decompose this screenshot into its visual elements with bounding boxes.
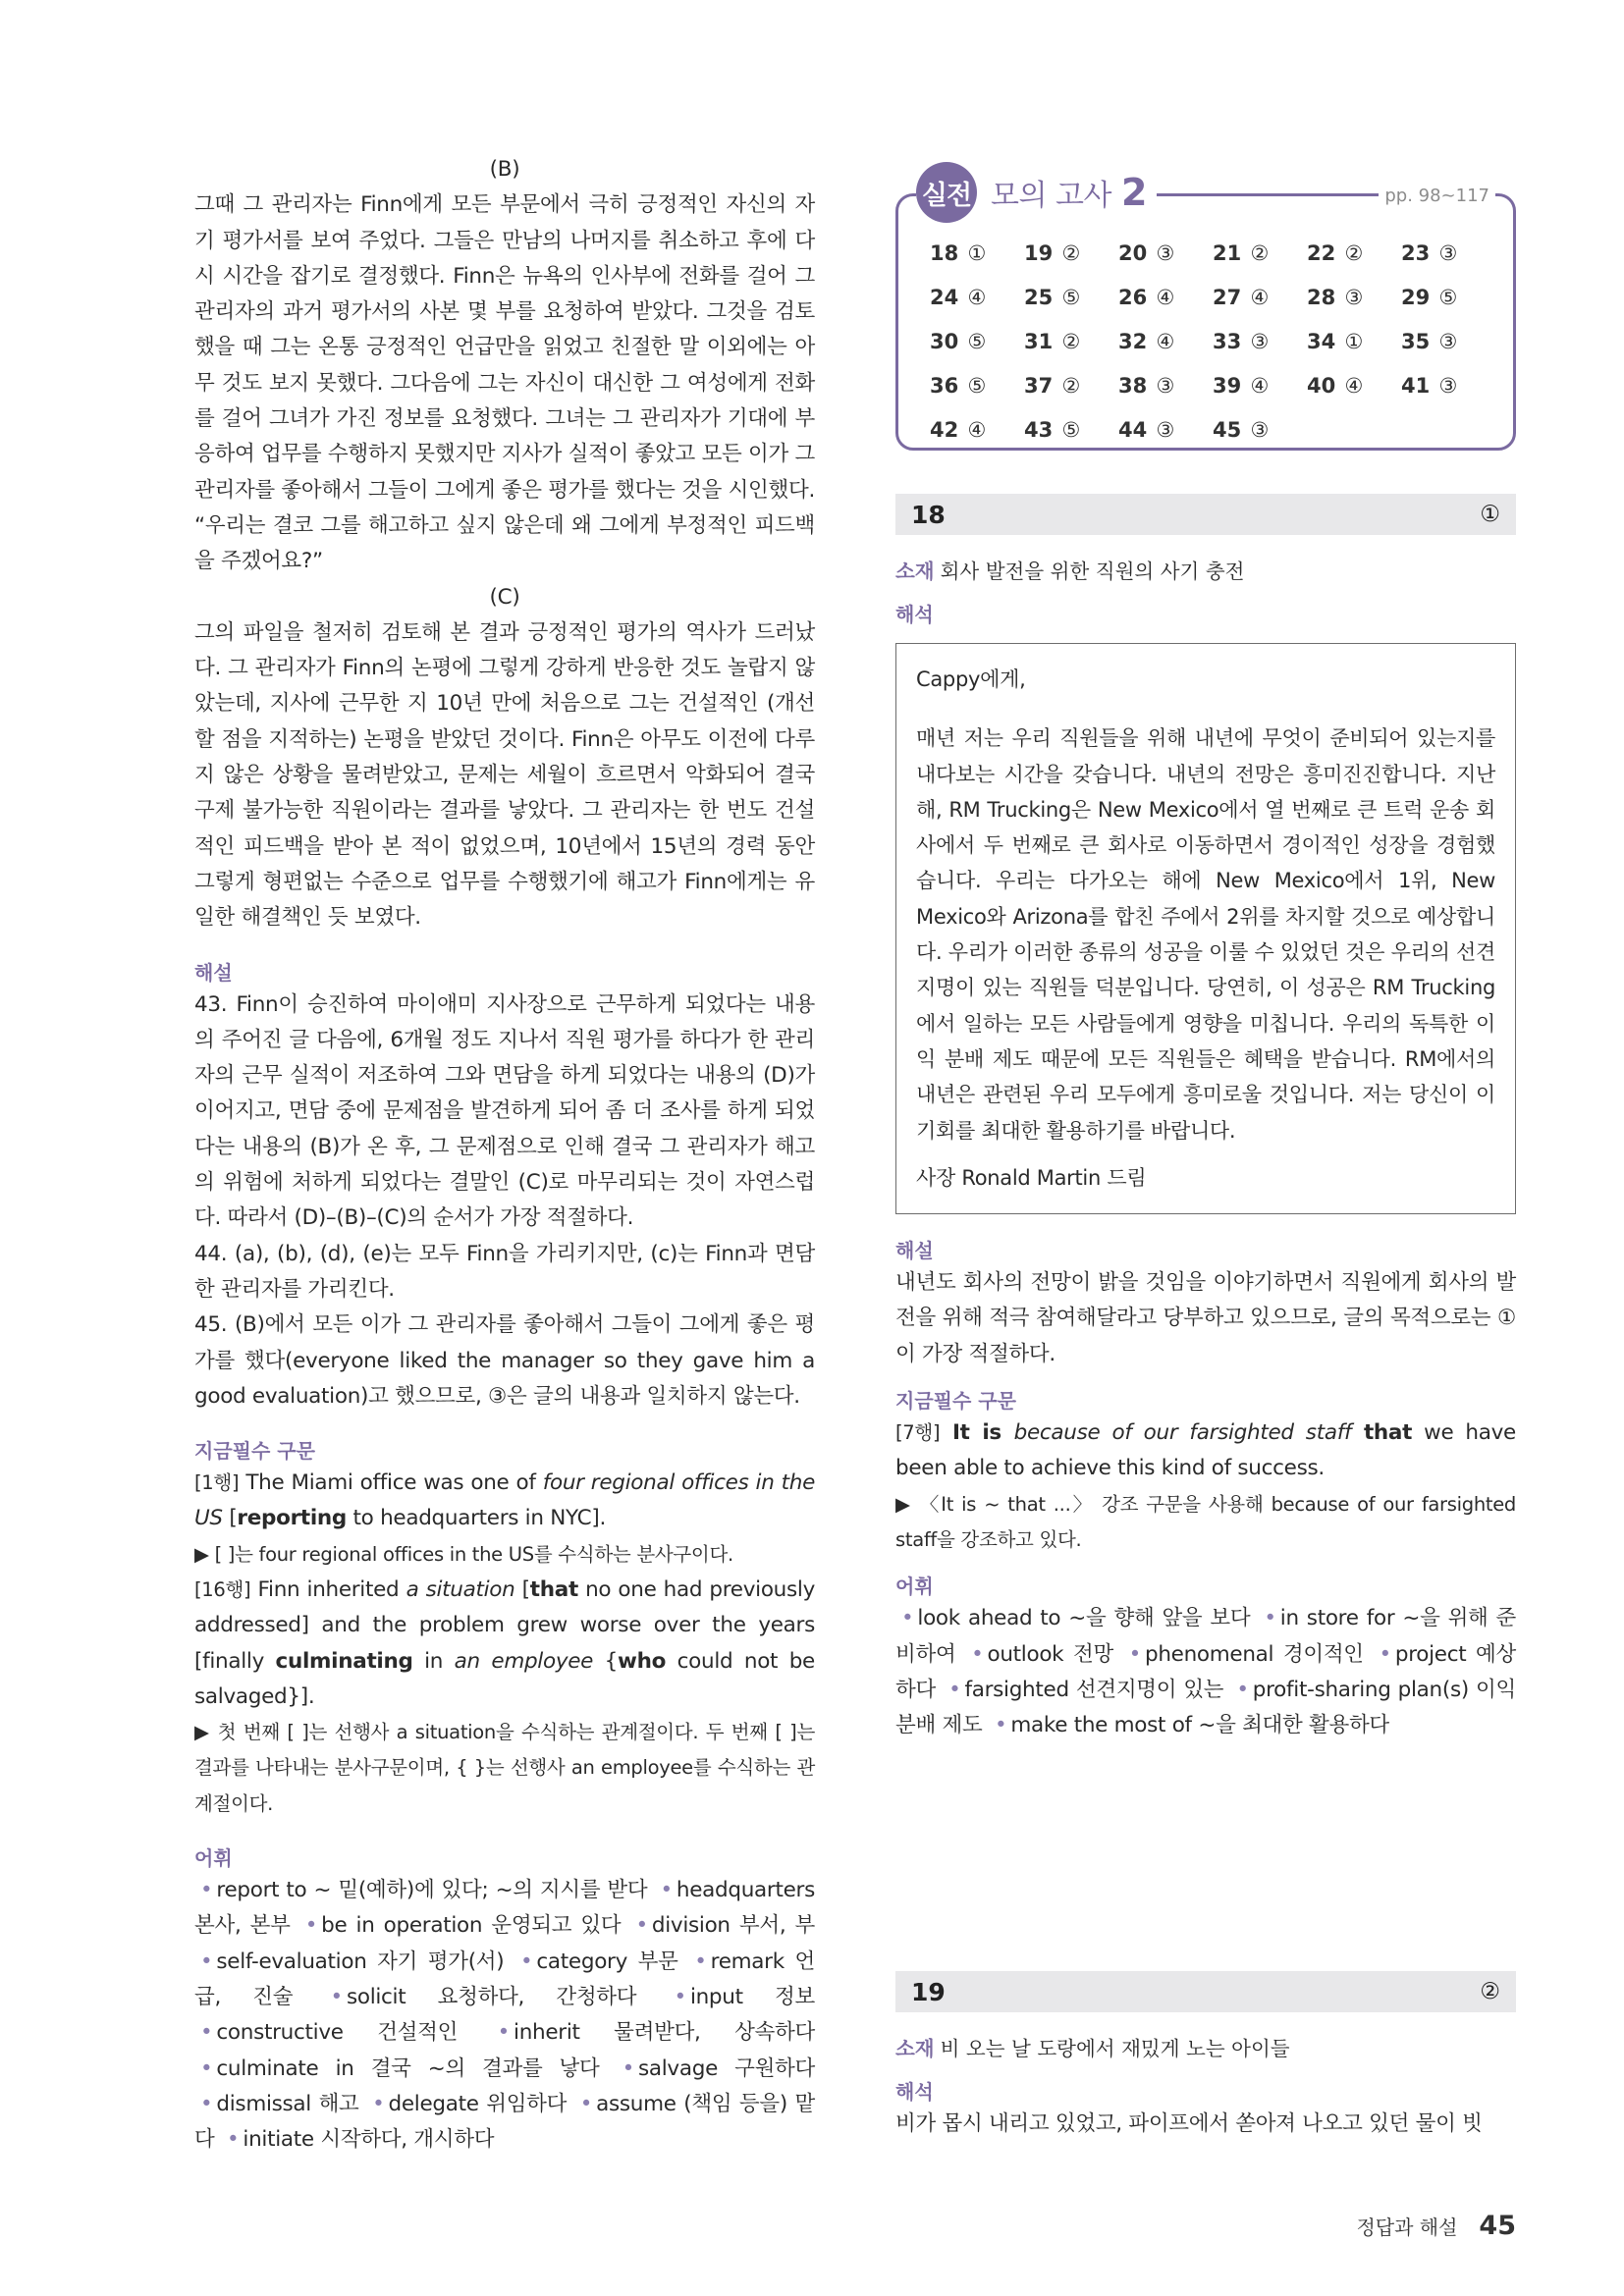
vocab-item: • project 예상하다 [895, 1641, 1516, 1702]
question-18-vocab-list [895, 1601, 1516, 1743]
question-18-explanation: 내년도 회사의 전망이 밝을 것임을 이야기하면서 직원에게 회사의 발전을 위해 적극 참여해달라고 당부하고 있으므로, 글의 목적으로는 ①이 가장 적절하다. [895, 1270, 1516, 1366]
vocab-item: • solicit 요청하다, 간청하다 [330, 1984, 637, 2009]
answer-cell: 36 ⑤ [930, 374, 987, 398]
passage-b-label: (B) [489, 157, 520, 182]
answer-cell: 38 ③ [1118, 374, 1175, 398]
vocab-item: • phenomenal 경이적인 [1128, 1641, 1364, 1667]
vocab-item: • look ahead to ~을 향해 앞을 보다 [901, 1606, 1251, 1631]
answer-cell: 41 ③ [1401, 374, 1458, 398]
vocab-item: • in store for ~을 위해 준비하여 [895, 1606, 1516, 1667]
explanation-45: 45. (B)에서 모든 이가 그 관리자를 좋아해서 그들이 그에게 좋은 평가를 했다(everyone liked the manager so they gave him a good evaluation)고 했으므로, ③은 글의 내용과 일치하지 않는다. [194, 1312, 815, 1409]
answer-cell: 44 ③ [1118, 418, 1175, 442]
answer-cell: 26 ④ [1118, 286, 1175, 309]
right-column [895, 172, 1516, 1743]
vocab-item: • profit-sharing plan(s) 이익 분배 제도 [895, 1677, 1516, 1738]
answer-cell: 30 ⑤ [930, 330, 987, 353]
question-18-header: 18 ① [895, 494, 1516, 535]
answer-key-box [895, 171, 1516, 451]
answer-cell: 37 ② [1024, 374, 1081, 398]
vocab-item: • culminate in 결국 ~의 결과를 낳다 [200, 2056, 600, 2081]
answer-cell: 32 ④ [1118, 330, 1175, 353]
answer-cell: 22 ② [1307, 241, 1364, 265]
letter-greeting: Cappy에게, [916, 667, 1026, 691]
question-19-answer: ② [1480, 1979, 1500, 2004]
vocab-label: 어휘 [194, 1846, 233, 1871]
answer-cell: 34 ① [1307, 330, 1364, 353]
answer-cell: 45 ③ [1213, 418, 1270, 442]
answer-cell: 42 ④ [930, 418, 987, 442]
passage-c-label: (C) [489, 584, 520, 610]
vocab-item: • report to ~ 밑(예하)에 있다; ~의 지시를 받다 [200, 1878, 648, 1903]
vocab-item: • inherit 물려받다, 상속하다 [497, 2020, 815, 2046]
answer-cell: 19 ② [1024, 241, 1081, 265]
passage-c-text: 그의 파일을 철저히 검토해 본 결과 긍정적인 평가의 역사가 드러났다. 그 관리자가 Finn의 논평에 그렇게 강하게 반응한 것도 놀랍지 않았는데, 지사에 근무한 지 10년 만에 처음으로 그는 건설적인 (개선할 점을 지적하는) 논평을 받았던 것이다. Finn은 아무도 이전에 다루지 않은 상황을 물려받았고, 문제는 세월이 흐르면서 악화되어 결국 구제 불가능한 직원이라는 결과를 낳았다. 그 관리자는 한 번도 건설적인 피드백을 받아 본 적이 없었으며, 10년에서 15년의 경력 동안 그렇게 형편없는 수준으로 업무를 수행했기에 해고가 Finn에게는 유일한 해결책인 듯 보였다. [194, 619, 815, 931]
sentence-1: [1행] The Miami office was one of four regional offices in the US [reporting to headquarters in NYC]. [194, 1470, 815, 1531]
gumun-label: 지금필수 구문 [194, 1439, 315, 1464]
answer-cell: 24 ④ [930, 286, 987, 309]
question-18-gumun-label: 지금필수 구문 [895, 1389, 1016, 1414]
answer-cell: 39 ④ [1213, 374, 1270, 398]
question-19-text: 비가 몹시 내리고 있었고, 파이프에서 쏟아져 나오고 있던 물이 빗 [895, 2111, 1483, 2136]
answer-cell: 23 ③ [1401, 241, 1458, 265]
vocab-item: • outlook 전망 [971, 1641, 1113, 1667]
answer-cell: 28 ③ [1307, 286, 1364, 309]
passage-b-text: 그때 그 관리자는 Finn에게 모든 부문에서 극히 긍정적인 자신의 자기 평가서를 보여 주었다. 그들은 만남의 나머지를 취소하고 후에 다시 시간을 잡기로 결정했다. Finn은 뉴욕의 인사부에 전화를 걸어 그 관리자의 과거 평가서의 사본 몇 부를 요청하여 받았다. 그것을 검토했을 때 그는 온통 긍정적인 언급만을 읽었고 친절한 말 이외에는 아무 것도 보지 못했다. 그다음에 그는 자신이 대신한 그 여성에게 전화를 걸어 그녀가 가진 정보를 요청했다. 그녀는 그 관리자가 기대에 부응하여 업무를 수행하지 못했지만 지사가 실적이 좋았고 모든 이가 그 관리자를 좋아해서 그들이 그에게 좋은 평가를 했다는 것을 시인했다. “우리는 결코 그를 해고하고 싶지 않은데 왜 그에게 부정적인 피드백을 주겠어요?” [194, 192, 815, 574]
left-column [194, 152, 815, 2158]
question-18-answer: ① [1480, 502, 1500, 527]
vocab-list [194, 1873, 815, 2158]
letter-body: 매년 저는 우리 직원들을 위해 내년에 무엇이 준비되어 있는지를 내다보는 시간을 갖습니다. 내년의 전망은 흥미진진합니다. 지난 해, RM Trucking은 New Mexico에서 열 번째로 큰 트럭 운송 회사에서 두 번째로 큰 회사로 이동하면서 경이적인 성장을 경험했습니다. 우리는 다가오는 해에 New Mexico에서 1위, New Mexico와 Arizona를 합친 주에서 2위를 차지할 것으로 예상합니다. 우리가 이러한 종류의 성공을 이룰 수 있었던 것은 우리의 선견지명이 있는 직원들 덕분입니다. 당연히, 이 성공은 RM Trucking에서 일하는 모든 사람들에게 영향을 미칩니다. 우리의 독특한 이익 분배 제도 때문에 모든 직원들은 혜택을 받습니다. RM에서의 내년은 관련된 우리 모두에게 흥미로울 것입니다. 저는 당신이 이 기회를 최대한 활용하기를 바랍니다. [916, 726, 1495, 1143]
answer-cell: 40 ④ [1307, 374, 1364, 398]
question-19-block [895, 1971, 1516, 2142]
question-19-header: 19 ② [895, 1971, 1516, 2012]
vocab-item: • salvage 구원하다 [622, 2056, 815, 2081]
translation-box [895, 643, 1516, 1214]
question-18-haeseol-label: 해설 [895, 1239, 934, 1263]
explanation-44: 44. (a), (b), (d), (e)는 모두 Finn을 가리키지만, (c)는 Finn과 면담한 관리자를 가리킨다. [194, 1241, 815, 1302]
vocab-item: • be in operation 운영되고 있다 [304, 1913, 622, 1939]
sentence-1-note: ▶ [ ]는 four regional offices in the US를 수식하는 분사구이다. [194, 1542, 733, 1566]
vocab-item: • remark 언급, 진술 [194, 1949, 815, 2009]
vocab-item: • category 부문 [520, 1949, 678, 1974]
answer-key-header [916, 165, 1157, 220]
question-18-vocab-label: 어휘 [895, 1575, 934, 1599]
practice-badge: 실전 [916, 162, 977, 223]
answer-cell: 33 ③ [1213, 330, 1270, 353]
vocab-item: • headquarters 본사, 본부 [194, 1878, 815, 1939]
vocab-item: • initiate 시작하다, 개시하다 [227, 2127, 495, 2153]
question-18-haeseok-label: 해석 [895, 603, 934, 626]
answer-cell: 35 ③ [1401, 330, 1458, 353]
vocab-item: • farsighted 선견지명이 있는 [948, 1677, 1224, 1702]
sentence-2-note: ▶ 첫 번째 [ ]는 선행사 a situation을 수식하는 관계절이다. 두 번째 [ ]는 결과를 나타내는 분사구문이며, { }는 선행사 an employee를 수식하는 관계절이다. [194, 1721, 815, 1815]
letter-signature: 사장 Ronald Martin 드림 [916, 1165, 1147, 1190]
answer-key-title: 모의 고사 2 [991, 171, 1147, 214]
answer-grid [930, 236, 1495, 449]
page-number: 45 [1479, 2211, 1516, 2241]
question-18-sentence: [7행] It is because of our farsighted staff that we have been able to achieve this kind of success. [895, 1420, 1516, 1481]
page-range: pp. 98~117 [1379, 185, 1495, 208]
vocab-item: • constructive 건설적인 [200, 2020, 459, 2046]
answer-cell: 18 ① [930, 241, 987, 265]
question-19-haeseok-label: 해석 [895, 2080, 934, 2104]
question-18-topic: 소재 회사 발전을 위한 직원의 사기 충전 [895, 560, 1245, 583]
vocab-item: • dismissal 해고 [200, 2091, 359, 2116]
answer-cell: 20 ③ [1118, 241, 1175, 265]
question-19-topic: 소재 비 오는 날 도랑에서 재밌게 노는 아이들 [895, 2037, 1290, 2060]
vocab-item: • make the most of ~을 최대한 활용하다 [994, 1713, 1389, 1738]
footer-label: 정답과 해설 [1356, 2216, 1458, 2239]
page-footer [1356, 2211, 1516, 2241]
answer-cell: 43 ⑤ [1024, 418, 1081, 442]
question-18-sentence-note: ▶ 〈It is ~ that ...〉 강조 구문을 사용해 because of our farsighted staff을 강조하고 있다. [895, 1492, 1516, 1551]
explanation-43: 43. Finn이 승진하여 마이애미 지사장으로 근무하게 되었다는 내용의 주어진 글 다음에, 6개월 정도 지나서 직원 평가를 하다가 한 관리자의 근무 실적이 저조하여 그와 면담을 하게 되었다는 내용의 (D)가 이어지고, 면담 중에 문제점을 발견하게 되어 좀 더 조사를 하게 되었다는 내용의 (B)가 온 후, 그 문제점으로 인해 결국 그 관리자가 해고의 위험에 처하게 되었다는 결말인 (C)로 마무리되는 것이 자연스럽다. 따라서 (D)–(B)–(C)의 순서가 가장 적절하다. [194, 991, 815, 1231]
vocab-item: • assume (책임 등을) 맡다 [194, 2091, 815, 2153]
haeseol-label: 해설 [194, 960, 233, 985]
answer-cell: 31 ② [1024, 330, 1081, 353]
answer-cell: 25 ⑤ [1024, 286, 1081, 309]
vocab-item: • division 부서, 부 [635, 1913, 815, 1939]
vocab-item: • delegate 위임하다 [372, 2091, 568, 2116]
answer-cell: 29 ⑤ [1401, 286, 1458, 309]
vocab-item: • input 정보 [674, 1984, 815, 2009]
vocab-item: • self-evaluation 자기 평가(서) [200, 1949, 505, 1974]
sentence-2: [16행] Finn inherited a situation [that no one had previously addressed] and the problem grew worse over the years [finally culminating in an employee {who could not be salvaged}]. [194, 1576, 816, 1709]
answer-cell: 27 ④ [1213, 286, 1270, 309]
answer-cell: 21 ② [1213, 241, 1270, 265]
